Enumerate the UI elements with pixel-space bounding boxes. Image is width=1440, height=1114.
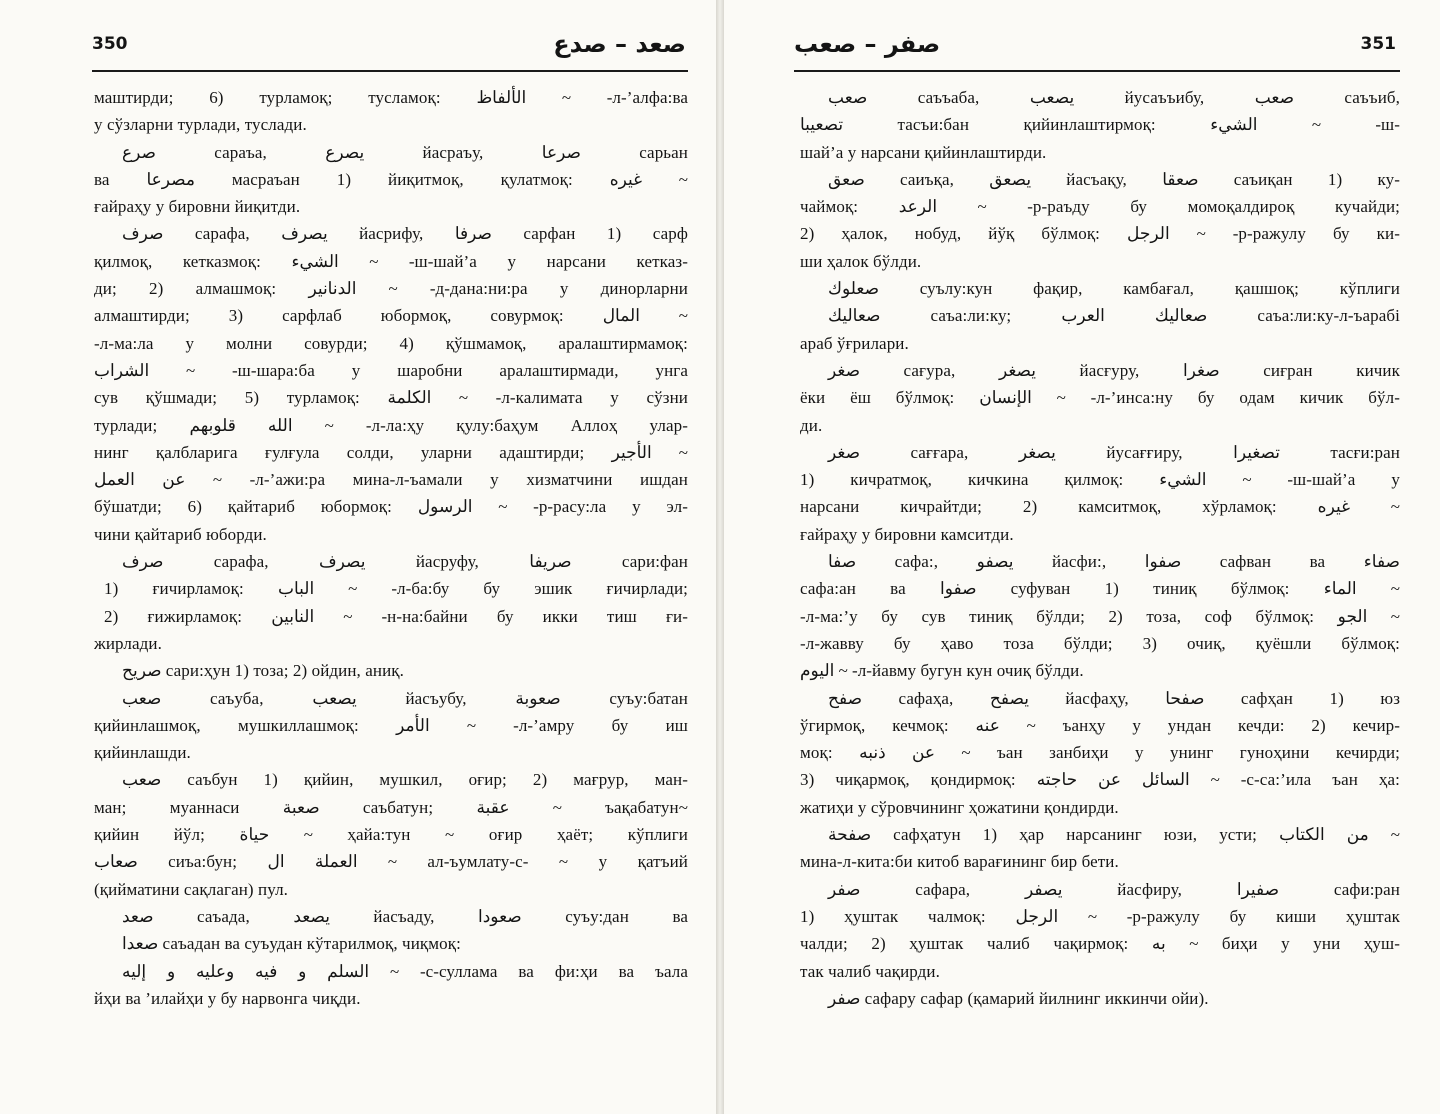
right-page: [724, 0, 1440, 1114]
text-line: 3) чиқармоқ, қондирмоқ: السائل عن حاجته ~ -с-са:’ила ъан ҳа:: [800, 770, 1400, 790]
text-line: اليوم ~ -л-йавму бугун кун очиқ бўлди.: [800, 661, 1084, 681]
text-line: қилмоқ, кетказмоқ: الشيء ~ -ш-шай’а у нарсани кетказ-: [94, 251, 688, 271]
text-line: صرف сарафа, يصرف йасруфу, صريفا сари:фан: [122, 552, 688, 572]
page-number: 351: [1360, 34, 1396, 54]
left-page-text: [94, 84, 688, 1084]
text-line: صفر сафара, يصفر йасфиру, صفيرا сафи:ран: [828, 879, 1400, 899]
text-line: бўшатди; 6) қайтариб юбормоқ: الرسول ~ -р-расу:ла у эл-: [94, 497, 688, 517]
text-line: ва مصرعا масраъан 1) йиқитмоқ, қулатмоқ: غيره ~: [94, 169, 688, 189]
left-page-header: [92, 22, 686, 66]
book-gutter: [716, 0, 724, 1114]
text-line: так чалиб чақирди.: [800, 961, 940, 981]
text-line: жирлади.: [94, 633, 162, 653]
text-line: қийинлашмоқ, мушкиллашмоқ: الأمر ~ -л-’амру бу иш: [94, 715, 688, 735]
text-line: ди; 2) алмашмоқ: الدنانير ~ -д-дана:ни:ра у динорларни: [94, 279, 688, 299]
text-line: صعد саъада, يصعد йасъаду, صعودا суъу:дан ва: [122, 906, 688, 926]
text-line: чини қайтариб юборди.: [94, 524, 267, 544]
text-line: -л-ма:ла у молни совурди; 4) қўшмамоқ, аралаштирмамоқ:: [94, 333, 688, 353]
text-line: عن العمل ~ -л-’ажи:ра мина-л-ъамали у хизматчини ишдан: [94, 470, 688, 490]
text-line: صعاب сиъа:бун; العملة ال ~ ал-ъумлату-с- ~ у қатъий: [94, 852, 688, 872]
text-line: сафа:ан ва صفوا суфуван 1) тиниқ бўлмоқ: الماء ~: [800, 579, 1400, 599]
text-line: 2) ғижирламоқ: النابين ~ -н-на:байни бу икки тиш ғи-: [104, 606, 688, 626]
text-line: 1) ҳуштак чалмоқ: الرجل ~ -р-ражулу бу киши ҳуштак: [800, 906, 1400, 926]
text-line: صعق саиъқа, يصعق йасъақу, صعقا саъиқан 1) ку-: [828, 169, 1400, 189]
right-page-text: [800, 84, 1400, 1084]
text-line: صغر сағура, يصغر йасғуру, صغرا сиғран кичик: [828, 360, 1400, 380]
text-line: чалди; 2) ҳуштак чалиб чақирмоқ: به ~ биҳи у уни ҳуш-: [800, 934, 1400, 954]
text-line: صعب саъбун 1) қийин, мушкил, оғир; 2) мағрур, ман-: [122, 770, 688, 790]
text-line: чаймоқ: الرعد ~ -р-раъду бу момоқалдироқ кучайди;: [800, 197, 1400, 217]
text-line: ёки ёш бўлмоқ: الإنسان ~ -л-’инса:ну бу одам кичик бўл-: [800, 388, 1400, 408]
right-page-header: [794, 22, 1396, 66]
text-line: صرف сарафа, يصرف йасрифу, صرفا сарфан 1) сарф: [122, 224, 688, 244]
text-line: -л-ма:’у бу сув тиниқ бўлди; 2) тоза, соф бўлмоқ: الجو ~: [800, 606, 1400, 626]
text-line: моқ: عن ذنبه ~ ъан занбиҳи у унинг гуноҳини кечирди;: [800, 743, 1400, 763]
text-line: تصعيبا тасъи:бан қийинлаштирмоқ: الشيء ~ -ш-: [800, 115, 1400, 135]
text-line: السلم و فيه وعليه و إليه ~ -с-суллама ва фи:ҳи ва ъала: [122, 961, 688, 981]
text-line: صعدا саъадан ва суъудан кўтарилмоқ, чиқмоқ:: [122, 934, 461, 954]
text-line: 2) ҳалок, нобуд, йўқ бўлмоқ: الرجل ~ -р-ражулу бу ки-: [800, 224, 1400, 244]
text-line: ман; муаннаси صعبة саъбатун; عقبة ~ ъақабатун~: [94, 797, 688, 817]
running-head: صعد – صدع: [553, 30, 686, 58]
text-line: мина-л-кита:би китоб варағининг бир бети.: [800, 852, 1119, 872]
header-rule: [794, 70, 1400, 72]
text-line: صفح сафаҳа, يصفح йасфаҳу, صفحا сафҳан 1) юз: [828, 688, 1400, 708]
text-line: у сўзларни турлади, туслади.: [94, 115, 307, 135]
text-line: йҳи ва ’илайҳи у бу нарвонга чиқди.: [94, 988, 361, 1008]
text-line: ғайраҳу у бировни йиқитди.: [94, 197, 301, 217]
text-line: -л-жавву бу ҳаво тоза бўлди; 3) очиқ, қуёшли бўлмоқ:: [800, 633, 1400, 653]
text-line: нинг қалбларига ғулғула солди, уларни адаштирди; الأجير ~: [94, 442, 688, 462]
text-line: ўгирмоқ, кечмоқ: عنه ~ ъанҳу у ундан кечди: 2) кечир-: [800, 715, 1400, 735]
text-line: сув қўшмади; 5) турламоқ: الكلمة ~ -л-калимата у сўзни: [94, 388, 688, 408]
text-line: صعب саъъаба, يصعب йусаъъибу, صعب саъъиб,: [828, 88, 1400, 107]
text-line: қийин йўл; حياة ~ ҳайа:тун ~ оғир ҳаёт; кўплиги: [94, 825, 688, 845]
text-line: ғайраҳу у бировни камситди.: [800, 524, 1014, 544]
text-line: 1) ғичирламоқ: الباب ~ -л-ба:бу бу эшик ғичирлади;: [104, 579, 688, 599]
text-line: шай’а у нарсани қийинлаштирди.: [800, 142, 1047, 162]
text-line: (қийматини сақлаган) пул.: [94, 879, 289, 899]
text-line: صعب саъуба, يصعب йасъубу, صعوبة суъу:батан: [122, 688, 688, 708]
text-line: صفحة сафҳатун 1) ҳар нарсанинг юзи, усти; من الكتاب ~: [828, 825, 1400, 845]
text-line: صعاليك саъа:ли:ку; صعاليك العرب саъа:ли:ку-л-ъарабi: [828, 306, 1400, 326]
page-number: 350: [92, 34, 128, 54]
text-line: алмаштирди; 3) сарфлаб юбормоқ, совурмоқ: المال ~: [94, 306, 688, 326]
text-line: ши ҳалок бўлди.: [800, 251, 922, 271]
text-line: ди.: [800, 415, 823, 435]
text-line: қийинлашди.: [94, 743, 191, 763]
text-line: жатиҳи у сўровчининг ҳожатини қондирди.: [800, 797, 1119, 817]
left-page: [0, 0, 716, 1114]
text-line: صفر сафару сафар (қамарий йилнинг иккинчи ойи).: [828, 988, 1209, 1008]
text-line: صريح сари:ҳун 1) тоза; 2) ойдин, аниқ.: [122, 661, 405, 681]
running-head: صفر – صعب: [794, 30, 941, 58]
text-line: صعلوك суълу:кун фақир, камбағал, қашшоқ; кўплиги: [828, 279, 1400, 299]
text-line: صفا сафа:, يصفو йасфи:, صفوا сафван ва صفاء: [828, 552, 1400, 572]
text-line: 1) кичратмоқ, кичкина қилмоқ: الشيء ~ -ш-шай’а у: [800, 470, 1400, 490]
text-line: турлади; الله قلوبهم ~ -л-ла:ҳу қулу:баҳум Аллоҳ улар-: [94, 415, 688, 435]
text-line: صرع сараъа, يصرع йасраъу, صرعا сарьан: [122, 142, 688, 162]
text-line: маштирди; 6) турламоқ; тусламоқ: الألفاظ ~ -л-’алфа:ва: [94, 88, 688, 107]
header-rule: [92, 70, 688, 72]
text-line: нарсани кичрайтди; 2) камситмоқ, хўрламоқ: غيره ~: [800, 497, 1400, 517]
text-line: араб ўғрилари.: [800, 333, 909, 353]
text-line: صغر сағғара, يصغر йусағғиру, تصغيرا тасғи:ран: [828, 442, 1400, 462]
text-line: الشراب ~ -ш-шара:ба у шаробни аралаштирмади, унга: [94, 360, 688, 380]
